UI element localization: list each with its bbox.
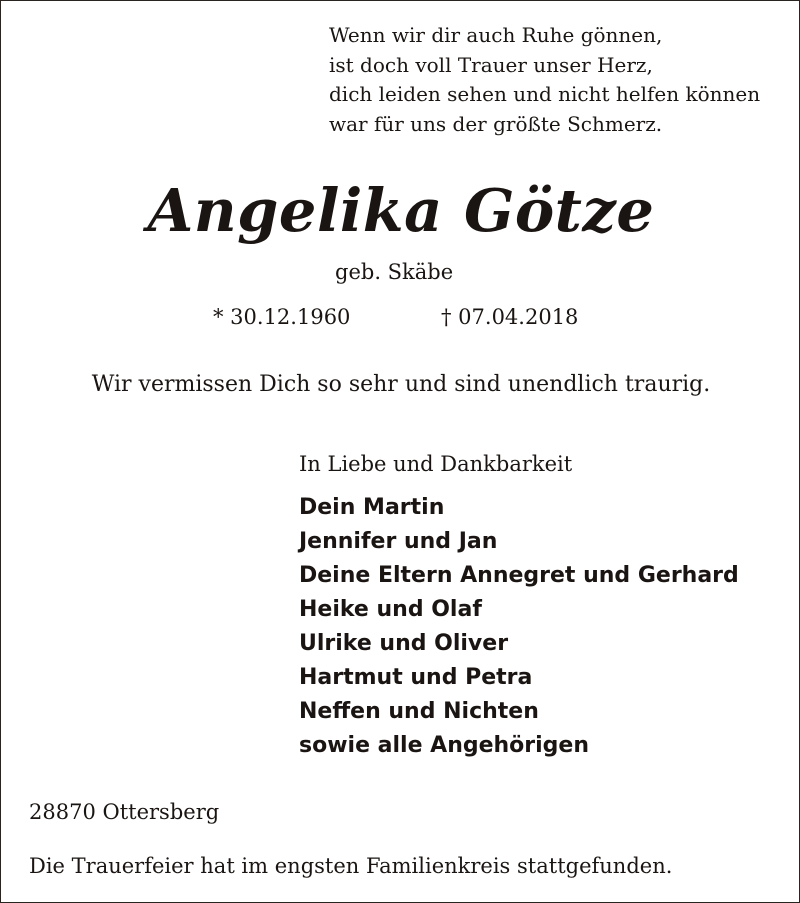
mourner-item: Dein Martin <box>299 495 445 520</box>
birth-date: * 30.12.1960 <box>213 305 351 329</box>
poem-line: ist doch voll Trauer unser Herz, <box>329 52 653 77</box>
poem-line: Wenn wir dir auch Ruhe gönnen, <box>329 23 663 47</box>
mourner-item: Heike und Olaf <box>299 597 482 622</box>
family-block <box>299 448 739 763</box>
mourners-list <box>299 491 739 763</box>
poem <box>329 21 760 139</box>
maiden-name: geb. Skäbe <box>335 260 454 284</box>
ceremony-note: Die Trauerfeier hat im engsten Familienkreis stattgefunden. <box>29 854 673 878</box>
mourner-item: Ulrike und Oliver <box>299 631 509 656</box>
deceased-name: Angelika Götze <box>147 176 655 245</box>
place: 28870 Ottersberg <box>29 800 220 824</box>
death-date: † 07.04.2018 <box>441 305 579 329</box>
family-intro: In Liebe und Dankbarkeit <box>299 452 573 476</box>
poem-line: dich leiden sehen und nicht helfen können <box>329 82 761 106</box>
poem-line: war für uns der größte Schmerz. <box>329 111 663 136</box>
mourner-item: Deine Eltern Annegret und Gerhard <box>299 563 739 588</box>
mourner-item: Neffen und Nichten <box>299 699 539 724</box>
mourner-item: sowie alle Angehörigen <box>299 733 590 758</box>
mourner-item: Jennifer und Jan <box>299 529 498 554</box>
sorrow-line: Wir vermissen Dich so sehr und sind unendlich traurig. <box>91 372 711 397</box>
mourner-item: Hartmut und Petra <box>299 665 533 690</box>
